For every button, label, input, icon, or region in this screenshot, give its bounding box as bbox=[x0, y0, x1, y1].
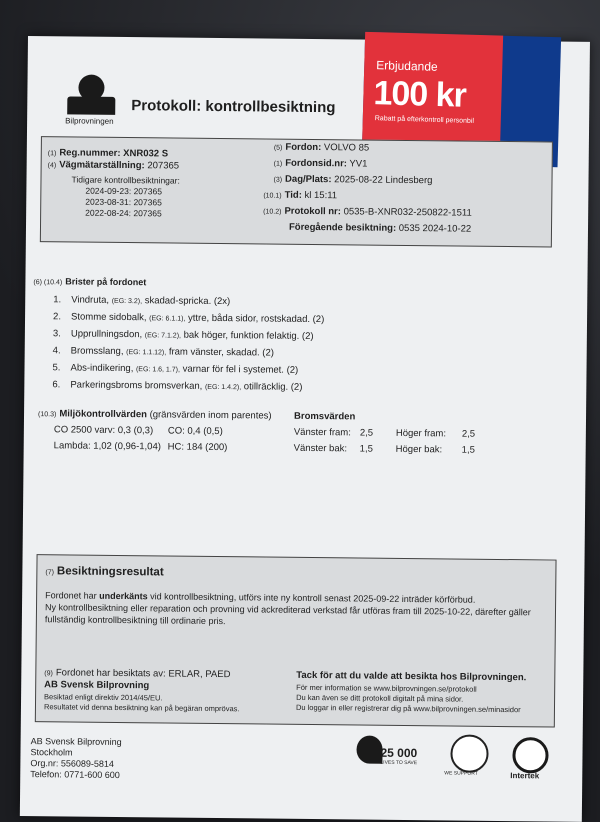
promo-amount: 100 kr bbox=[372, 74, 467, 115]
defect-item: 2. Stomme sidobalk, (EG: 6.1.1), yttre, båda sidor, rostskadad. (2) bbox=[53, 311, 325, 326]
inspector-row: (9) Fordonet har besiktats av: ERLAR, PAED bbox=[44, 667, 231, 681]
previous-inspections-title: Tidigare kontrollbesiktningar: bbox=[71, 174, 180, 186]
reg-number-row: (1) Reg.nummer: XNR032 S bbox=[47, 147, 169, 160]
brake-rear-right-value: 1,5 bbox=[461, 444, 475, 456]
promo-subtext: Rabatt på efterkontroll personbil bbox=[374, 115, 475, 125]
global-compact-icon bbox=[450, 734, 488, 772]
brake-values-title: Bromsvärden bbox=[293, 410, 356, 423]
time-row: (10.1) Tid: kl 15:11 bbox=[263, 189, 338, 202]
previous-inspection: 2022-08-24: 207365 bbox=[85, 207, 162, 219]
previous-inspection-row: Föregående besiktning: 0535 2024-10-22 bbox=[288, 221, 472, 235]
info-link-protocol[interactable]: För mer information se www.bilprovningen.se/protokoll bbox=[296, 682, 477, 694]
odometer-row: (4) Vägmätarställning: 207365 bbox=[47, 159, 180, 172]
defect-item: 1. Vindruta, (EG: 3.2), skadad-spricka. (2x) bbox=[53, 294, 231, 308]
global-compact-label: WE SUPPORT bbox=[444, 770, 478, 777]
brake-rear-left-label: Vänster bak: bbox=[293, 442, 348, 455]
info-digital: Du kan även se ditt protokoll digitalt på mina sidor. bbox=[296, 692, 464, 704]
defect-item: 3. Upprullningsdon, (EG: 7.1.2), bak höger, funktion felaktig. (2) bbox=[52, 328, 314, 343]
intertek-label: Intertek bbox=[510, 771, 540, 781]
hc-value: HC: 184 (200) bbox=[167, 441, 228, 454]
result-text: Fordonet har underkänts vid kontrollbesiktning, utförs inte ny kontroll senast 2025-09-22 inträder körförbud. Ny kontrollbesiktning eller reparation och provning vid ackrediterad verkstad får utföras fram till 2025-10-22, därefter gäller fullständig kontrollbesiktning till ordinarie pris. bbox=[44, 590, 531, 627]
inspection-protocol-document bbox=[20, 36, 590, 822]
date-place-row: (3) Dag/Plats: 2025-08-22 Lindesberg bbox=[273, 173, 433, 187]
protocol-number-row: (10.2) Protokoll nr: 0535-B-XNR032-250822-1511 bbox=[263, 205, 472, 219]
defects-title: (6) (10.4) Brister på fordonet bbox=[33, 276, 147, 288]
failed-status: underkänts bbox=[99, 590, 148, 602]
previous-inspection: 2024-09-23: 207365 bbox=[85, 185, 163, 197]
defect-item: 5. Abs-indikering, (EG: 1.6, 1.7), varnar för fel i systemet. (2) bbox=[52, 362, 299, 376]
vehicle-info-box bbox=[40, 136, 553, 247]
environment-values-title: (10.3) Miljökontrollvärden (gränsvärden inom parentes) bbox=[37, 408, 272, 422]
info-link-login[interactable]: Du loggar in eller registrerar dig på www.bilprovningen.se/minasidor bbox=[295, 702, 521, 715]
document-title: Protokoll: kontrollbesiktning bbox=[131, 97, 336, 117]
globe-icon bbox=[512, 737, 548, 773]
appeal-text: Resultatet vid denna besiktning kan på begäran omprövas. bbox=[43, 702, 240, 714]
co-value: CO: 0,4 (0,5) bbox=[167, 425, 223, 438]
promo-heading: Erbjudande bbox=[376, 58, 438, 74]
brake-rear-right-label: Höger bak: bbox=[395, 443, 443, 456]
directive-text: Besiktad enligt direktiv 2014/45/EU. bbox=[44, 692, 163, 703]
brake-front-right-label: Höger fram: bbox=[395, 427, 447, 440]
vehicle-model-row: (5) Fordon: VOLVO 85 bbox=[273, 141, 370, 154]
result-box bbox=[35, 554, 557, 727]
inspection-company: AB Svensk Bilprovning bbox=[44, 679, 150, 692]
result-title: (7) Besiktningsresultat bbox=[45, 565, 164, 579]
thanks-text: Tack för att du valde att besikta hos Bilprovningen. bbox=[296, 669, 527, 684]
reg-number: XNR032 S bbox=[123, 148, 169, 160]
defect-item: 6. Parkeringsbroms bromsverkan, (EG: 1.4.2), otillräcklig. (2) bbox=[52, 379, 303, 393]
bilprovningen-logo bbox=[65, 74, 118, 131]
previous-inspection: 2023-08-31: 207365 bbox=[85, 196, 162, 208]
lives-to-save-badge: 25 000 LIVES TO SAVE bbox=[354, 729, 418, 776]
footer-company: AB Svensk Bilprovning Stockholm Org.nr: 556089-5814 Telefon: 0771-600 600 bbox=[30, 736, 122, 781]
brake-front-right-value: 2,5 bbox=[461, 428, 476, 440]
logo-text: Bilprovningen bbox=[65, 116, 114, 126]
odometer-value: 207365 bbox=[147, 160, 180, 172]
defect-item: 4. Bromsslang, (EG: 1.1.12), fram vänster, skadad. (2) bbox=[52, 345, 275, 359]
brake-front-left-value: 2,5 bbox=[359, 427, 374, 439]
lambda-value: Lambda: 1,02 (0,96-1,04) bbox=[53, 440, 161, 453]
brake-rear-left-value: 1,5 bbox=[359, 443, 373, 455]
co2500-value: CO 2500 varv: 0,3 (0,3) bbox=[53, 424, 154, 437]
vehicle-id-row: (1) Fordonsid.nr: YV1 bbox=[273, 157, 368, 170]
brake-front-left-label: Vänster fram: bbox=[293, 426, 351, 439]
